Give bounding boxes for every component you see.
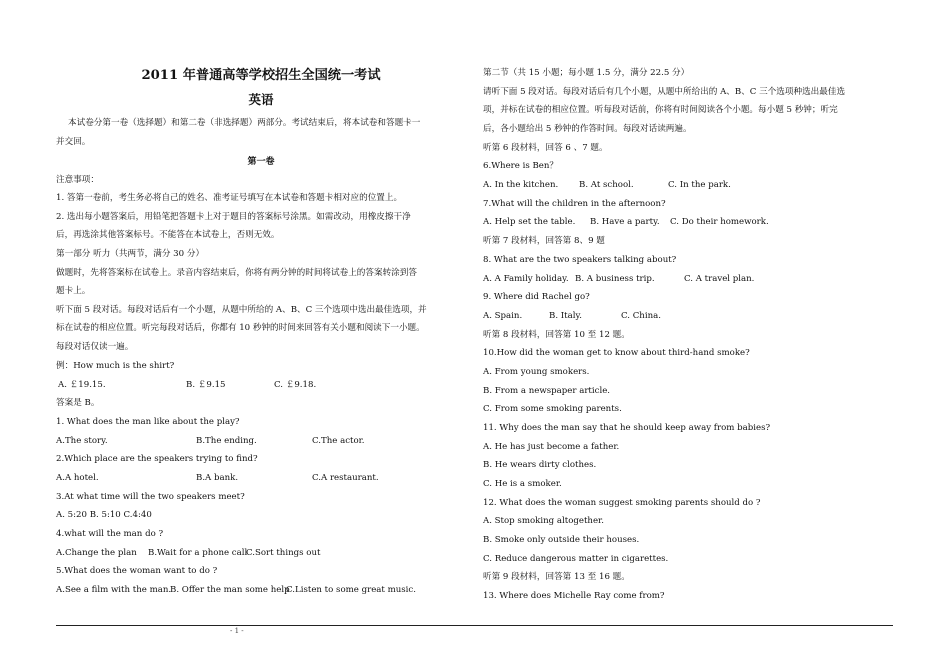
option: C.A restaurant. xyxy=(312,473,379,483)
question: 13. Where does Michelle Ray come from? xyxy=(483,591,665,601)
option: A. A Family holiday. xyxy=(483,274,569,284)
note-line: 1. 答第一卷前，考生务必将自己的姓名、准考证号填写在本试卷和答题卡相对应的位置上。 xyxy=(56,193,403,203)
option: C. In the park. xyxy=(668,180,731,190)
option: B. ￡9.15 xyxy=(186,380,226,390)
footer-rule xyxy=(56,625,893,626)
question: 4.what will the man do ? xyxy=(56,529,164,539)
material-heading: 听第 6 段材料，回答 6 、7 题。 xyxy=(483,143,608,153)
option: B.Wait for a phone call xyxy=(148,548,248,558)
question: 6.Where is Ben？ xyxy=(483,161,558,171)
intro-line: 并交回。 xyxy=(56,137,91,147)
page-number: - 1 - xyxy=(230,627,244,635)
option: B. Smoke only outside their houses. xyxy=(483,535,640,545)
question: 11. Why does the man say that he should keep away from babies? xyxy=(483,423,771,433)
option: B.The ending. xyxy=(196,436,257,446)
notice-heading: 注意事项： xyxy=(56,175,99,185)
material-heading: 听第 8 段材料，回答第 10 至 12 题。 xyxy=(483,330,630,340)
question: 7.What will the children in the afternoon? xyxy=(483,199,666,209)
example-answer: 答案是 B。 xyxy=(56,398,100,408)
option: C. Do their homework. xyxy=(670,217,769,227)
question: 1. What does the man like about the play? xyxy=(56,417,240,427)
option: A. Spain. xyxy=(483,311,523,321)
option: A. Help set the table. xyxy=(483,217,576,227)
note-line: 后，再选涂其他答案标号。不能答在本试卷上，否则无效。 xyxy=(56,230,280,240)
material-heading: 听第 7 段材料，回答第 8、9 题 xyxy=(483,236,605,246)
option: B. From a newspaper article. xyxy=(483,386,611,396)
instruction-line: 请听下面 5 段对话。每段对话后有几个小题，从题中所给出的 A、B、C 三个选项种选出最佳选 xyxy=(483,87,846,97)
option: C.The actor. xyxy=(312,436,365,446)
question: 5.What does the woman want to do ? xyxy=(56,566,218,576)
subject-title: 英语 xyxy=(248,92,274,107)
option: A. Stop smoking altogether. xyxy=(483,516,604,526)
question: 9. Where did Rachel go? xyxy=(483,292,590,302)
option: C. He is a smoker. xyxy=(483,479,562,489)
section-heading: 第二节（共 15 小题；每小题 1.5 分，满分 22.5 分） xyxy=(483,68,690,78)
option: C. Reduce dangerous matter in cigarettes. xyxy=(483,554,669,564)
instruction-line: 每段对话仅读一遍。 xyxy=(56,342,134,352)
option: B. A business trip. xyxy=(575,274,655,284)
option: C. A travel plan. xyxy=(684,274,755,284)
option: A. In the kitchen. xyxy=(483,180,559,190)
option: C. China. xyxy=(621,311,661,321)
option: C.Listen to some great music. xyxy=(286,585,416,595)
option: A.See a film with the man. xyxy=(56,585,172,595)
exam-title: 2011 年普通高等学校招生全国统一考试 xyxy=(141,68,381,83)
note-line: 2. 选出每小题答案后，用铅笔把答题卡上对于题目的答案标号涂黑。如需改动，用橡皮擦干净 xyxy=(56,212,411,222)
material-heading: 听第 9 段材料，回答第 13 至 16 题。 xyxy=(483,572,630,582)
option: B. Offer the man some help xyxy=(170,585,290,595)
option: A.A hotel. xyxy=(56,473,99,483)
question: 12. What does the woman suggest smoking parents should do ? xyxy=(483,498,761,508)
option: A. ￡19.15. xyxy=(58,380,106,390)
option: C. ￡9.18. xyxy=(274,380,317,390)
option: C. From some smoking parents. xyxy=(483,404,622,414)
option: A. From young smokers. xyxy=(483,367,590,377)
instruction-line: 做题时，先将答案标在试卷上。录音内容结束后，你将有两分钟的时间将试卷上的答案转涂到答 xyxy=(56,268,417,278)
volume-heading: 第一卷 xyxy=(247,157,275,167)
instruction-line: 项，并标在试卷的相应位置。听每段对话前，你将有时间阅读各个小题。每小题 5 秒钟；听完 xyxy=(483,105,838,115)
option: B. At school. xyxy=(579,180,634,190)
option: A. 5:20 B. 5:10 C.4:40 xyxy=(56,510,152,520)
part-heading: 第一部分 听力（共两节，满分 30 分） xyxy=(56,249,205,259)
example-question: 例：How much is the shirt? xyxy=(56,361,175,371)
option: B. He wears dirty clothes. xyxy=(483,460,597,470)
question: 3.At what time will the two speakers meet? xyxy=(56,492,245,502)
question: 2.Which place are the speakers trying to find? xyxy=(56,454,258,464)
instruction-line: 听下面 5 段对话。每段对话后有一个小题，从题中所给的 A、B、C 三个选项中选出最佳选项，并 xyxy=(56,305,427,315)
option: B.A bank. xyxy=(196,473,239,483)
option: B. Italy. xyxy=(549,311,582,321)
option: A.Change the plan xyxy=(56,548,137,558)
intro-line: 本试卷分第一卷（选择题）和第二卷（非选择题）两部分。考试结束后，将本试卷和答题卡一 xyxy=(68,118,421,128)
option: A. He has just become a father. xyxy=(483,442,620,452)
option: A.The story. xyxy=(56,436,108,446)
question: 10.How did the woman get to know about third-hand smoke? xyxy=(483,348,750,358)
question: 8. What are the two speakers talking about? xyxy=(483,255,677,265)
instruction-line: 后，各小题给出 5 秒钟的作答时间。每段对话读两遍。 xyxy=(483,124,692,134)
option: B. Have a party. xyxy=(590,217,660,227)
instruction-line: 题卡上。 xyxy=(56,286,91,296)
instruction-line: 标在试卷的相应位置。听完每段对话后，你都有 10 秒钟的时间来回答有关小题和阅读下一小题。 xyxy=(56,323,425,333)
option: C.Sort things out xyxy=(246,548,321,558)
